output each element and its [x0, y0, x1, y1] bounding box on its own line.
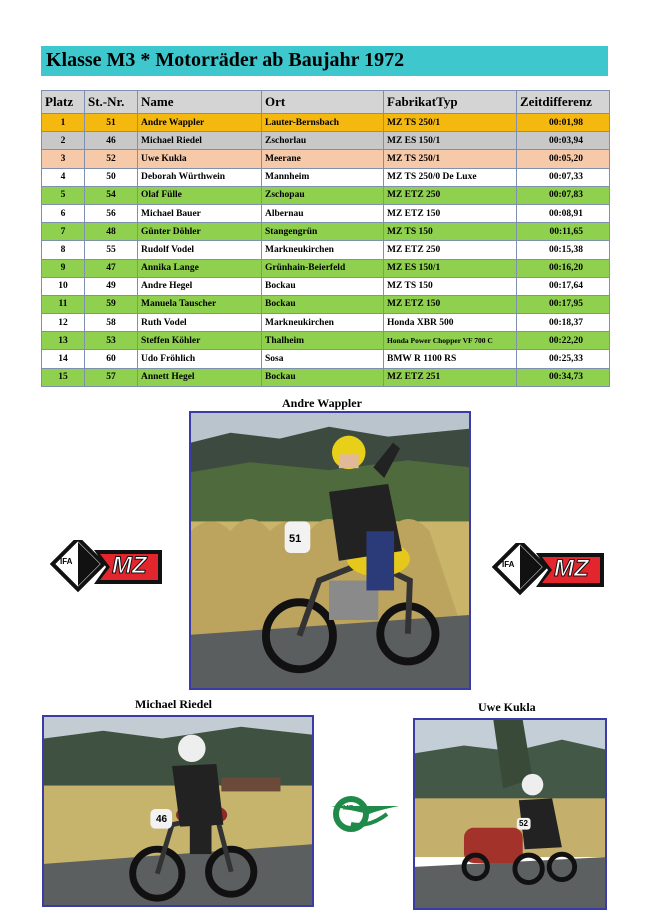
mz-text-left: MZ: [112, 552, 147, 579]
cell-zeitdifferenz: 00:01,98: [517, 114, 610, 132]
cell-name: Olaf Fülle: [138, 186, 262, 204]
header-fabrikat-typ: FabrikatTyp: [384, 91, 517, 114]
right-start-number: 52: [519, 819, 528, 828]
cell-zeitdifferenz: 00:25,33: [517, 350, 610, 368]
cell-startnummer: 55: [85, 241, 138, 259]
table-row: [42, 114, 610, 132]
cell-ort: Sosa: [262, 350, 384, 368]
cell-ort: Lauter-Bernsbach: [262, 114, 384, 132]
cell-zeitdifferenz: 00:16,20: [517, 259, 610, 277]
cell-startnummer: 56: [85, 204, 138, 222]
table-row: [42, 241, 610, 259]
cell-ort: Meerane: [262, 150, 384, 168]
cell-zeitdifferenz: 00:07,83: [517, 186, 610, 204]
cell-fabrikat-typ: MZ ETZ 150: [384, 295, 517, 313]
cell-ort: Zschopau: [262, 186, 384, 204]
cell-platz: 3: [42, 150, 85, 168]
cell-zeitdifferenz: 00:17,64: [517, 277, 610, 295]
cell-ort: Bockau: [262, 277, 384, 295]
mz-green-logo: [329, 794, 401, 834]
table-row: [42, 168, 610, 186]
cell-name: Michael Riedel: [138, 132, 262, 150]
cell-fabrikat-typ: MZ TS 150: [384, 277, 517, 295]
cell-platz: 7: [42, 223, 85, 241]
cell-startnummer: 51: [85, 114, 138, 132]
left-photo-caption: Michael Riedel: [135, 697, 212, 711]
table-row: [42, 368, 610, 386]
cell-ort: Grünhain-Beierfeld: [262, 259, 384, 277]
cell-platz: 5: [42, 186, 85, 204]
cell-platz: 11: [42, 295, 85, 313]
cell-name: Andre Wappler: [138, 114, 262, 132]
cell-ort: Albernau: [262, 204, 384, 222]
table-row: [42, 259, 610, 277]
table-row: [42, 223, 610, 241]
cell-zeitdifferenz: 00:11,65: [517, 223, 610, 241]
ifa-text-right: IFA: [502, 560, 515, 569]
cell-platz: 14: [42, 350, 85, 368]
main-photo-caption: Andre Wappler: [282, 396, 362, 410]
table-row: [42, 132, 610, 150]
cell-platz: 6: [42, 204, 85, 222]
cell-startnummer: 50: [85, 168, 138, 186]
cell-platz: 8: [42, 241, 85, 259]
right-rider-photo: [413, 718, 607, 910]
cell-name: Günter Döhler: [138, 223, 262, 241]
title-bar: [41, 46, 608, 76]
cell-platz: 2: [42, 132, 85, 150]
cell-platz: 4: [42, 168, 85, 186]
cell-startnummer: 54: [85, 186, 138, 204]
cell-fabrikat-typ: MZ TS 150: [384, 223, 517, 241]
results-table: [41, 90, 610, 387]
table-row: [42, 332, 610, 350]
cell-startnummer: 58: [85, 314, 138, 332]
cell-fabrikat-typ: MZ TS 250/1: [384, 150, 517, 168]
cell-name: Rudolf Vodel: [138, 241, 262, 259]
cell-zeitdifferenz: 00:17,95: [517, 295, 610, 313]
cell-fabrikat-typ: Honda XBR 500: [384, 314, 517, 332]
cell-fabrikat-typ: MZ TS 250/1: [384, 114, 517, 132]
cell-fabrikat-typ: MZ ES 150/1: [384, 259, 517, 277]
cell-platz: 9: [42, 259, 85, 277]
mz-text-right: MZ: [554, 555, 589, 582]
left-start-number: 46: [156, 814, 168, 825]
cell-fabrikat-typ: MZ ES 150/1: [384, 132, 517, 150]
cell-fabrikat-typ: MZ ETZ 150: [384, 204, 517, 222]
main-rider-photo: [189, 411, 471, 690]
table-header-row: [42, 91, 610, 114]
cell-zeitdifferenz: 00:22,20: [517, 332, 610, 350]
cell-name: Michael Bauer: [138, 204, 262, 222]
cell-name: Manuela Tauscher: [138, 295, 262, 313]
cell-zeitdifferenz: 00:15,38: [517, 241, 610, 259]
cell-name: Uwe Kukla: [138, 150, 262, 168]
cell-zeitdifferenz: 00:07,33: [517, 168, 610, 186]
cell-platz: 1: [42, 114, 85, 132]
cell-name: Annett Hegel: [138, 368, 262, 386]
cell-fabrikat-typ: MZ ETZ 250: [384, 186, 517, 204]
right-photo-caption: Uwe Kukla: [478, 700, 536, 714]
cell-ort: Mannheim: [262, 168, 384, 186]
table-row: [42, 150, 610, 168]
cell-startnummer: 46: [85, 132, 138, 150]
header-name: Name: [138, 91, 262, 114]
table-row: [42, 314, 610, 332]
cell-zeitdifferenz: 00:34,73: [517, 368, 610, 386]
cell-name: Steffen Köhler: [138, 332, 262, 350]
table-row: [42, 204, 610, 222]
cell-ort: Markneukirchen: [262, 241, 384, 259]
table-row: [42, 186, 610, 204]
cell-startnummer: 48: [85, 223, 138, 241]
cell-fabrikat-typ: MZ ETZ 251: [384, 368, 517, 386]
table-row: [42, 277, 610, 295]
header-ort: Ort: [262, 91, 384, 114]
cell-ort: Bockau: [262, 368, 384, 386]
cell-ort: Thalheim: [262, 332, 384, 350]
cell-name: Deborah Würthwein: [138, 168, 262, 186]
left-rider-photo: [42, 715, 314, 907]
cell-zeitdifferenz: 00:18,37: [517, 314, 610, 332]
header-zeitdifferenz: Zeitdifferenz: [517, 91, 610, 114]
cell-platz: 15: [42, 368, 85, 386]
cell-platz: 10: [42, 277, 85, 295]
header-startnummer: St.-Nr.: [85, 91, 138, 114]
cell-ort: Bockau: [262, 295, 384, 313]
cell-ort: Markneukirchen: [262, 314, 384, 332]
cell-name: Andre Hegel: [138, 277, 262, 295]
cell-name: Ruth Vodel: [138, 314, 262, 332]
ifa-mz-logo-left: [50, 540, 164, 596]
header-platz: Platz: [42, 91, 85, 114]
cell-ort: Stangengrün: [262, 223, 384, 241]
cell-fabrikat-typ: BMW R 1100 RS: [384, 350, 517, 368]
cell-platz: 13: [42, 332, 85, 350]
cell-startnummer: 52: [85, 150, 138, 168]
cell-zeitdifferenz: 00:03,94: [517, 132, 610, 150]
cell-fabrikat-typ: MZ TS 250/0 De Luxe: [384, 168, 517, 186]
cell-startnummer: 47: [85, 259, 138, 277]
cell-startnummer: 57: [85, 368, 138, 386]
cell-ort: Zschorlau: [262, 132, 384, 150]
cell-startnummer: 53: [85, 332, 138, 350]
cell-platz: 12: [42, 314, 85, 332]
mz-green-text: MZ: [343, 805, 354, 812]
cell-startnummer: 59: [85, 295, 138, 313]
cell-fabrikat-typ: Honda Power Chopper VF 700 C: [384, 332, 517, 350]
table-row: [42, 295, 610, 313]
ifa-mz-logo-right: [492, 543, 606, 599]
page-title: Klasse M3 * Motorräder ab Baujahr 1972: [46, 49, 405, 71]
main-start-number: 51: [289, 533, 302, 545]
cell-zeitdifferenz: 00:08,91: [517, 204, 610, 222]
ifa-text-left: IFA: [60, 557, 73, 566]
cell-name: Annika Lange: [138, 259, 262, 277]
cell-zeitdifferenz: 00:05,20: [517, 150, 610, 168]
cell-name: Udo Fröhlich: [138, 350, 262, 368]
cell-fabrikat-typ: MZ ETZ 250: [384, 241, 517, 259]
cell-startnummer: 49: [85, 277, 138, 295]
cell-startnummer: 60: [85, 350, 138, 368]
table-row: [42, 350, 610, 368]
